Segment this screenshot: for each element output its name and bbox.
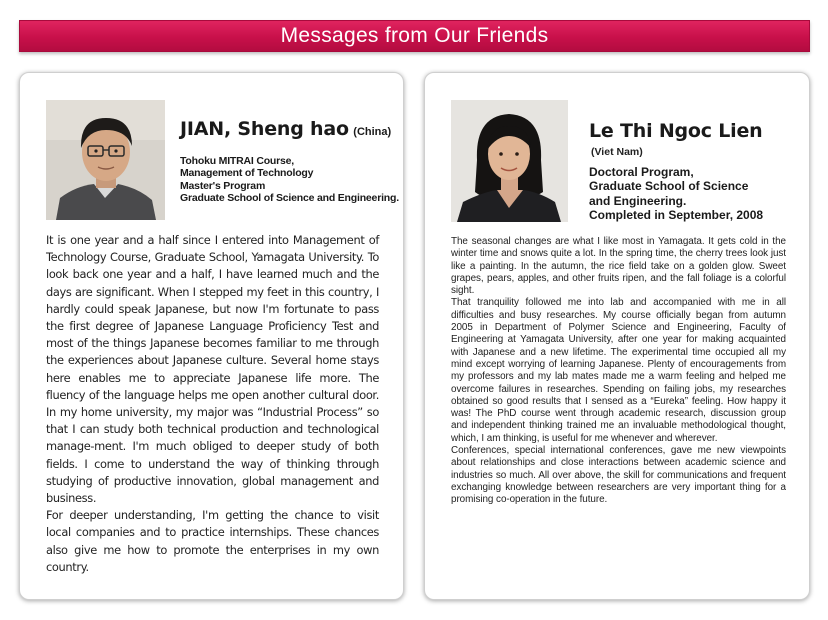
banner-title: Messages from Our Friends [280, 24, 549, 47]
program-line: Tohoku MITRAI Course, [180, 155, 295, 167]
friend-name-text: Le Thi Ngoc Lien [589, 120, 763, 142]
friend-name [589, 120, 763, 142]
friend-card-jian [19, 72, 404, 600]
program-line: Doctoral Program, [589, 165, 694, 179]
program-line: and Engineering. [589, 193, 687, 208]
friend-message [451, 236, 786, 507]
program-line: Graduate School of Science and Engineering. [180, 192, 399, 205]
message-paragraph: For deeper understanding, I'm getting the chance to visit local companies and to practice internships. These chances also give me how to promote the enterprises in my own country. [46, 508, 379, 574]
friend-country: (Viet Nam) [591, 146, 643, 158]
program-line: Completed in September, 2008 [589, 208, 764, 223]
portrait-photo [451, 100, 568, 222]
program-line: Graduate School of Science [589, 179, 749, 194]
program-line: Management of Technology [180, 167, 314, 180]
friend-program-info [180, 155, 399, 205]
message-paragraph: Conferences, special international conferences, gave me new viewpoints about relationships and close interactions between academic science and industries so much. All over above, the skill for communications and frequent exchanging knowledge between researchers are very important thing for a promising co-operation in the future. [451, 445, 786, 506]
friend-name [180, 118, 391, 140]
section-banner [19, 20, 810, 52]
message-paragraph: The seasonal changes are what I like most in Yamagata. It gets cold in the winter time and snows quite a lot. In the spring time, the cherry trees look just like a painting. In the autumn, the rice field take on a golden glow. Sweet grapes, pears, apples, and other fruits ripen, and the fall foliage is a colorful sight. [451, 236, 786, 297]
friend-program-info [589, 165, 763, 223]
portrait-photo [46, 100, 165, 220]
friend-country: (China) [353, 126, 392, 138]
program-line: Master's Program [180, 179, 266, 192]
friend-message [46, 232, 379, 576]
message-paragraph: It is one year and a half since I entered into Management of Technology Course, Graduate School, Yamagata University. To look back one year and a half, I have learned much and the days are significant. When I stepped my feet in this country, I hardly could speak Japanese, but now I'm fortunate to pass the first degree of Japanese Language Proficiency Test and most of the things Japanese becomes familiar to me through the experiences about Japanese culture. Several home stays here enables me to appreciate Japanese life more. The fluency of the language helps me open another cultural door. In my home university, my major was “Industrial Process” so that I can study both technical production and technological manage-ment. I'm much obliged to deeper study of both fields. I come to understand the way of thinking through studying of productive innovation, global management and business. [46, 233, 379, 506]
friend-name-text: JIAN, Sheng hao [180, 118, 349, 140]
friend-card-le [424, 72, 810, 600]
message-paragraph: That tranquility followed me into lab and accompanied with me in all difficulties and busy researches. My course officially began from autumn 2005 in Department of Polymer Science and Engineering, Faculty of Engineering at Yamagata University, after one year for making acquainted with Japanese and a new lifetime. The experimental time occupied all my mind except worrying of learning Japanese. Plenty of encouragements from my professors and my lab mates made me a warm feeling and helped me overcome failures in researches. Spending on failing jobs, my researches obtained so good results that I sensed as a “Eureka” feeling. How happy it was! The PhD course went through academic research, discussion group and independent thinking trained me an invaluable methodological thought, which, I am thinking, is useful for me whenever and wherever. [451, 297, 786, 444]
